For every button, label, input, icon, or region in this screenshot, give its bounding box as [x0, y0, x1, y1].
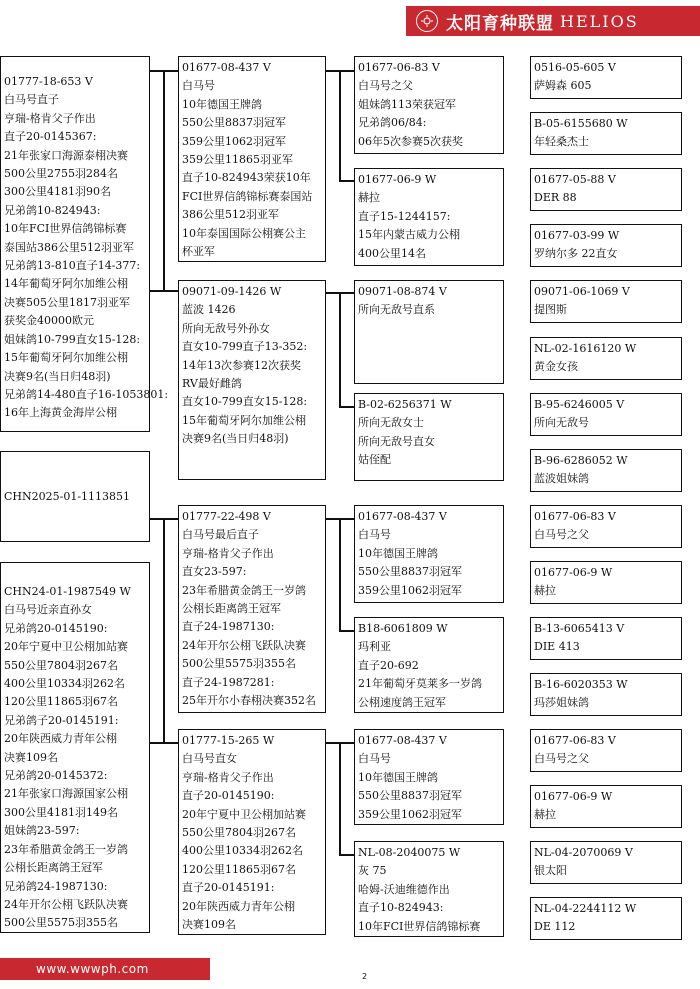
- gen3-box-8: [354, 841, 504, 937]
- ring-number: CHN2025-01-1113851: [4, 490, 131, 503]
- pedigree-line: 姐妹鸽23-597:: [4, 824, 80, 838]
- gen4-box-14: [530, 785, 682, 828]
- ring-number: 01677-03-99 W: [534, 229, 620, 242]
- pedigree-line: 公栩长距离鸽王冠军: [182, 602, 281, 616]
- pedigree-line: 决赛9名(当日归48羽): [4, 369, 111, 383]
- pedigree-line: 24年开尔公栩飞跃队决赛: [182, 638, 306, 652]
- pedigree-line: 亨瑞-格肯父子作出: [4, 111, 96, 125]
- pedigree-line: 10年德国王牌鸽: [358, 770, 438, 784]
- connector-line: [150, 290, 178, 292]
- gen4-box-6: [530, 337, 682, 380]
- pedigree-line: 06年5次参赛5次获奖: [358, 134, 463, 148]
- connector-line: [339, 854, 354, 856]
- ring-number: 09071-08-874 V: [358, 285, 447, 298]
- pedigree-line: 359公里1062羽冠军: [358, 807, 462, 821]
- gen3-box-5: [354, 505, 504, 603]
- pedigree-line: 550公里8837羽冠军: [182, 116, 286, 130]
- ring-number: 01677-06-9 W: [534, 566, 613, 579]
- gen4-box-4: [530, 224, 682, 267]
- pedigree-line: 玛莎姐妹鸽: [534, 696, 589, 710]
- ring-number: B-95-6246005 V: [534, 398, 625, 411]
- pedigree-line: 亨瑞-格肯父子作出: [182, 770, 274, 784]
- brand-header: [406, 6, 700, 36]
- pedigree-line: 直子20-0145367:: [4, 130, 97, 144]
- pedigree-line: 罗纳尔多 22直女: [534, 247, 618, 261]
- ring-number: 01677-08-437 V: [358, 734, 447, 747]
- page-number: 2: [362, 972, 368, 981]
- pedigree-line: 15年葡萄牙阿尔加维公栩: [182, 413, 306, 427]
- pedigree-line: 14年13次参赛12次获奖: [182, 358, 301, 372]
- gen4-box-9: [530, 505, 682, 548]
- ring-number: B18-6061809 W: [358, 622, 448, 635]
- pedigree-line: 决赛109名: [4, 750, 58, 764]
- pedigree-line: 姐妹鸽10-799直女15-128:: [4, 332, 141, 346]
- pedigree-line: 直子20-0145191:: [182, 881, 275, 895]
- gen4-box-2: [530, 112, 682, 155]
- subject-box: [0, 451, 150, 542]
- gen3-box-2: [354, 168, 504, 266]
- pedigree-line: 蓝波 1426: [182, 303, 236, 317]
- pedigree-line: 白马号直子: [4, 93, 59, 107]
- sire-dam-box: [178, 280, 326, 480]
- ring-number: 01677-08-437 V: [358, 510, 447, 523]
- pedigree-line: 300公里4181羽90名: [4, 185, 111, 199]
- connector-line: [339, 70, 341, 180]
- pedigree-line: 直子10-824943:: [358, 901, 444, 915]
- connector-line: [163, 70, 165, 290]
- gen4-box-5: [530, 280, 682, 323]
- ring-number: B-16-6020353 W: [534, 678, 628, 691]
- pedigree-line: 姑侄配: [358, 453, 391, 467]
- pedigree-line: 兄弟鸽子20-0145191:: [4, 713, 119, 727]
- ring-number: NL-08-2040075 W: [358, 846, 461, 859]
- pedigree-line: 黄金女孩: [534, 360, 578, 374]
- pedigree-line: 公栩长距离鸽王冠军: [4, 861, 103, 875]
- pedigree-line: 白马号之父: [534, 528, 589, 542]
- pedigree-line: 直子10-824943荣获10年: [182, 171, 311, 185]
- pedigree-line: 21年葡萄牙莫莱多一岁鸽: [358, 677, 482, 691]
- pedigree-line: 蓝波姐妹鸽: [534, 472, 589, 486]
- pedigree-line: FCI世界信鸽锦标赛泰国站: [182, 189, 313, 203]
- ring-number: B-02-6256371 W: [358, 398, 452, 411]
- pedigree-line: 500公里5575羽355名: [4, 916, 118, 930]
- pedigree-line: DIE 413: [534, 640, 580, 654]
- pedigree-line: 500公里5575羽355名: [182, 657, 296, 671]
- pedigree-line: 直女23-597:: [182, 565, 247, 579]
- pedigree-line: 决赛109名: [182, 918, 236, 932]
- pedigree-line: 20年陕西威力青年公栩: [4, 732, 117, 746]
- ring-number: NL-04-2244112 W: [534, 902, 637, 915]
- pedigree-line: 386公里512羽亚军: [182, 208, 279, 222]
- ring-number: 01777-18-653 V: [4, 75, 93, 88]
- pedigree-line: 120公里11865羽67名: [4, 695, 118, 709]
- pedigree-line: 兄弟鸽10-824943:: [4, 203, 101, 217]
- pedigree-line: 兄弟鸽13-810直子14-377:: [4, 259, 141, 273]
- connector-line: [339, 630, 354, 632]
- pedigree-line: 23年希腊黄金鸽王一岁鸽: [182, 583, 306, 597]
- pedigree-line: 姐妹鸽113荣获冠军: [358, 97, 456, 111]
- footer-url-bar: [0, 958, 210, 980]
- gen4-box-3: [530, 168, 682, 211]
- pedigree-line: 10年FCI世界信鸽锦标赛: [4, 222, 127, 236]
- ring-number: 01677-06-83 V: [534, 510, 616, 523]
- sire-box: [0, 56, 169, 432]
- gen4-box-13: [530, 729, 682, 772]
- pedigree-line: 10年泰国国际公栩赛公主: [182, 226, 306, 240]
- pedigree-line: 24年开尔公栩飞跃队决赛: [4, 897, 128, 911]
- pedigree-line: 500公里2755羽284名: [4, 167, 118, 181]
- pedigree-line: 赫拉: [358, 191, 380, 205]
- ring-number: 09071-09-1426 W: [182, 285, 282, 298]
- ring-number: 01677-06-9 W: [534, 790, 613, 803]
- pedigree-line: 赫拉: [534, 584, 556, 598]
- gen3-box-6: [354, 617, 504, 713]
- ring-number: B-96-6286052 W: [534, 454, 628, 467]
- pedigree-line: 15年内蒙古威力公栩: [358, 228, 460, 242]
- pedigree-line: 公栩速度鸽王冠军: [358, 695, 446, 709]
- ring-number: B-05-6155680 W: [534, 117, 628, 130]
- pedigree-line: 兄弟鸽24-1987130:: [4, 879, 108, 893]
- gen3-box-3: [354, 280, 504, 384]
- pedigree-line: 所向无敌女士: [358, 416, 424, 430]
- pedigree-line: 直子20-0145190:: [182, 789, 275, 803]
- pedigree-line: 萨姆森 605: [534, 79, 592, 93]
- connector-line: [339, 292, 341, 406]
- pedigree-line: 550公里8837羽冠军: [358, 789, 462, 803]
- brand-name-cn: 太阳育种联盟: [446, 13, 554, 34]
- pedigree-line: 兄弟鸽06/84:: [358, 116, 427, 130]
- pedigree-line: 550公里7804羽267名: [182, 826, 296, 840]
- gen4-box-16: [530, 897, 682, 940]
- gen3-box-1: [354, 56, 504, 154]
- pedigree-line: 20年宁夏中卫公栩加站赛: [4, 640, 128, 654]
- gen4-box-11: [530, 617, 682, 660]
- ring-number: 01677-08-437 V: [182, 61, 271, 74]
- pedigree-line: 兄弟鸽14-480直子16-1053801:: [4, 387, 169, 401]
- pedigree-line: 300公里4181羽149名: [4, 805, 118, 819]
- dam-sire-box: [178, 505, 326, 713]
- pedigree-line: 直子24-1987130:: [182, 620, 275, 634]
- pedigree-line: 400公里10334羽262名: [4, 677, 125, 691]
- pedigree-line: 白马号: [182, 79, 215, 93]
- pedigree-line: 所向无敌号: [534, 416, 589, 430]
- pedigree-line: 所向无敌号直系: [358, 303, 435, 317]
- pedigree-line: 兄弟鸽20-0145372:: [4, 769, 108, 783]
- sire-sire-box: [178, 56, 326, 262]
- pedigree-line: 400公里14名: [358, 246, 426, 260]
- gen4-box-12: [530, 673, 682, 716]
- pedigree-line: 10年FCI世界信鸽锦标赛: [358, 919, 481, 933]
- ring-number: NL-04-2070069 V: [534, 846, 633, 859]
- pedigree-line: 16年上海黄金海岸公栩: [4, 406, 117, 420]
- pedigree-line: 15年葡萄牙阿尔加维公栩: [4, 351, 128, 365]
- pedigree-line: DER 88: [534, 191, 577, 205]
- gen3-box-4: [354, 393, 504, 481]
- gen4-box-8: [530, 449, 682, 492]
- pedigree-line: 决赛9名(当日归48羽): [182, 432, 289, 446]
- pedigree-line: 10年德国王牌鸽: [182, 97, 262, 111]
- pedigree-line: 提图斯: [534, 303, 567, 317]
- pedigree-line: 白马号: [358, 752, 391, 766]
- gen4-box-7: [530, 393, 682, 436]
- pedigree-line: 决赛505公里1817羽亚军: [4, 295, 130, 309]
- pedigree-line: 10年德国王牌鸽: [358, 546, 438, 560]
- dam-box: [0, 562, 150, 933]
- connector-line: [339, 742, 341, 854]
- pedigree-line: DE 112: [534, 920, 576, 934]
- pedigree-line: 白马号之父: [534, 752, 589, 766]
- pedigree-line: 359公里1062羽冠军: [182, 134, 286, 148]
- footer-url: www.wwwph.com: [36, 962, 149, 976]
- pedigree-line: 直女10-799直女15-128:: [182, 395, 308, 409]
- pedigree-line: 白马号最后直子: [182, 528, 259, 542]
- pedigree-line: 杯亚军: [182, 245, 215, 259]
- ring-number: 01777-22-498 V: [182, 510, 271, 523]
- pedigree-line: 白马号: [358, 528, 391, 542]
- pedigree-line: 年轻桑杰士: [534, 135, 589, 149]
- gen4-box-10: [530, 561, 682, 604]
- connector-line: [150, 742, 178, 744]
- pedigree-line: 359公里11865羽亚军: [182, 153, 293, 167]
- pedigree-line: 白马号直女: [182, 752, 237, 766]
- ring-number: B-13-6065413 V: [534, 622, 625, 635]
- ring-number: 01677-05-88 V: [534, 173, 616, 186]
- pedigree-line: 亨瑞-格肯父子作出: [182, 546, 274, 560]
- sun-logo-icon: [416, 10, 438, 32]
- pedigree-line: 白马号之父: [358, 79, 413, 93]
- brand-name-en: HELIOS: [560, 11, 639, 31]
- ring-number: 01777-15-265 W: [182, 734, 275, 747]
- pedigree-line: 359公里1062羽冠军: [358, 583, 462, 597]
- pedigree-line: 银太阳: [534, 864, 567, 878]
- pedigree-line: 赫拉: [534, 808, 556, 822]
- connector-line: [163, 518, 165, 742]
- pedigree-line: 直子15-1244157:: [358, 209, 451, 223]
- pedigree-line: 550公里8837羽冠军: [358, 565, 462, 579]
- gen3-box-7: [354, 729, 504, 825]
- pedigree-line: 21年张家口海源泰栩决赛: [4, 148, 128, 162]
- ring-number: CHN24-01-1987549 W: [4, 585, 131, 598]
- ring-number: NL-02-1616120 W: [534, 342, 637, 355]
- pedigree-line: 泰国站386公里512羽亚军: [4, 240, 134, 254]
- pedigree-line: 20年陕西威力青年公栩: [182, 899, 295, 913]
- connector-line: [339, 180, 354, 182]
- connector-line: [339, 406, 354, 408]
- pedigree-line: 23年希腊黄金鸽王一岁鸽: [4, 842, 128, 856]
- pedigree-line: 灰 75: [358, 864, 387, 878]
- pedigree-line: 550公里7804羽267名: [4, 658, 118, 672]
- connector-line: [339, 518, 341, 630]
- ring-number: 01677-06-83 V: [534, 734, 616, 747]
- gen4-box-15: [530, 841, 682, 884]
- pedigree-line: 14年葡萄牙阿尔加维公栩: [4, 277, 128, 291]
- ring-number: 0516-05-605 V: [534, 61, 616, 74]
- pedigree-line: 获奖金40000欧元: [4, 314, 94, 328]
- ring-number: 09071-06-1069 V: [534, 285, 630, 298]
- ring-number: 01677-06-83 V: [358, 61, 440, 74]
- pedigree-line: 直子24-1987281:: [182, 675, 275, 689]
- pedigree-line: 25年开尔小春栩决赛352名: [182, 694, 316, 708]
- pedigree-line: 哈姆-沃迪维德作出: [358, 882, 450, 896]
- pedigree-line: 20年宁夏中卫公栩加站赛: [182, 807, 306, 821]
- pedigree-line: 直子20-692: [358, 658, 419, 672]
- pedigree-line: 21年张家口海源国家公栩: [4, 787, 128, 801]
- pedigree-line: 兄弟鸽20-0145190:: [4, 621, 108, 635]
- ring-number: 01677-06-9 W: [358, 173, 437, 186]
- pedigree-line: 所向无敌号直女: [358, 434, 435, 448]
- dam-dam-box: [178, 729, 326, 935]
- gen4-box-1: [530, 56, 682, 99]
- pedigree-line: RV最好雌鸽: [182, 377, 242, 391]
- pedigree-line: 直女10-799直子13-352:: [182, 340, 308, 354]
- pedigree-line: 白马号近亲直孙女: [4, 603, 92, 617]
- pedigree-line: 120公里11865羽67名: [182, 862, 296, 876]
- pedigree-line: 400公里10334羽262名: [182, 844, 303, 858]
- pedigree-line: 玛利亚: [358, 640, 391, 654]
- pedigree-line: 所向无敌号外孙女: [182, 321, 270, 335]
